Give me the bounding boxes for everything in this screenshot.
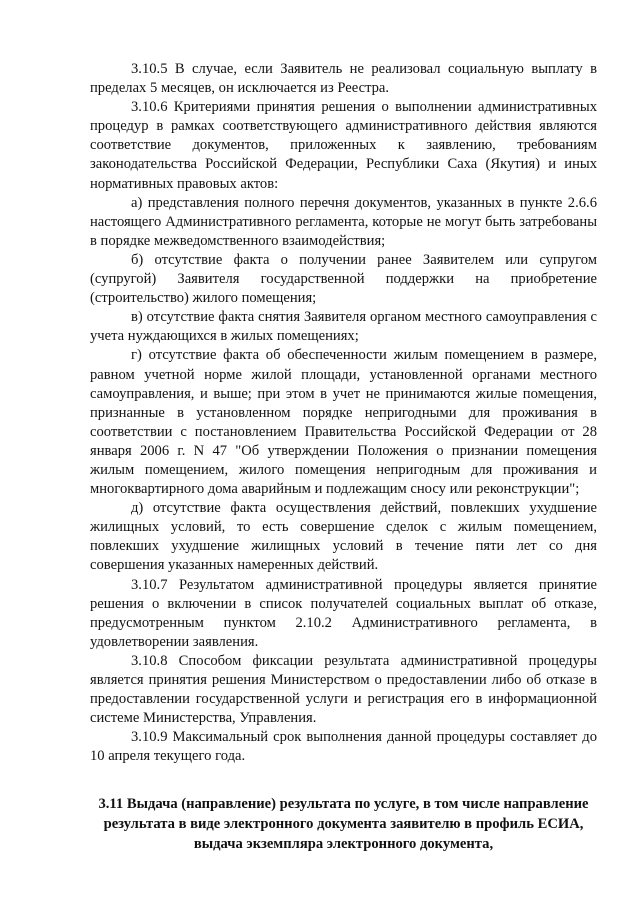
criterion-g: г) отсутствие факта об обеспеченности жилым помещением в размере, равном учетной норме жилой площади, установленной органами местного самоуправления, и выше; при этом в учет не принимаются жилые помещения, признанные в установленном порядке непригодными для проживания в соответствии с постановлением Правительства Российской Федерации от 28 января 2006 г. N 47 "Об утверждении Положения о признании помещения жилым помещением, жилого помещения непригодным для проживания и многоквартирного дома аварийным и подлежащим сносу или реконструкции";	[90, 347, 597, 498]
paragraph-3-10-9: 3.10.9 Максимальный срок выполнения данной процедуры составляет до 10 апреля текущего года.	[90, 729, 597, 765]
paragraph-3-10-6: 3.10.6 Критериями принятия решения о выполнении административных процедур в рамках соответствующего административного действия являются соответствие документов, приложенных к заявлению, требованиям законодательства Российской Федерации, Республики Саха (Якутия) и иных нормативных правовых актов:	[90, 99, 597, 192]
criterion-a: а) представления полного перечня документов, указанных в пункте 2.6.6 настоящего Административного регламента, которые не могут быть затребованы в порядке межведомственного взаимодействия;	[90, 194, 597, 249]
section-heading-3-11: 3.11 Выдача (направление) результата по услуге, в том числе направление результата в виде электронного документа заявителю в профиль ЕСИА, выдача экземпляра электронного документа,	[98, 796, 589, 853]
criterion-d: д) отсутствие факта осуществления действий, повлекших ухудшение жилищных условий, то есть совершение сделок с жилым помещением, повлекших ухудшение жилищных условий в течение пяти лет со дня совершения указанных намеренных действий.	[90, 500, 597, 574]
paragraph-3-10-5: 3.10.5 В случае, если Заявитель не реализовал социальную выплату в пределах 5 месяцев, он исключается из Реестра.	[90, 61, 597, 97]
criterion-b: б) отсутствие факта о получении ранее Заявителем или супругом (супругой) Заявителя государственной поддержки на приобретение (строительство) жилого помещения;	[90, 251, 597, 307]
criterion-v: в) отсутствие факта снятия Заявителя органом местного самоуправления с учета нуждающихся в жилых помещениях;	[90, 309, 597, 345]
paragraph-3-10-7: 3.10.7 Результатом административной процедуры является принятие решения о включении в список получателей социальных выплат об отказе, предусмотренным пунктом 2.10.2 Административного регламента, в удовлетворении заявления.	[90, 576, 597, 650]
document-page	[90, 60, 597, 854]
paragraph-3-10-8: 3.10.8 Способом фиксации результата административной процедуры является принятия решения Министерством о предоставлении либо об отказе в предоставлении государственной услуги и регистрация его в информационной системе Министерства, Управления.	[90, 652, 597, 727]
